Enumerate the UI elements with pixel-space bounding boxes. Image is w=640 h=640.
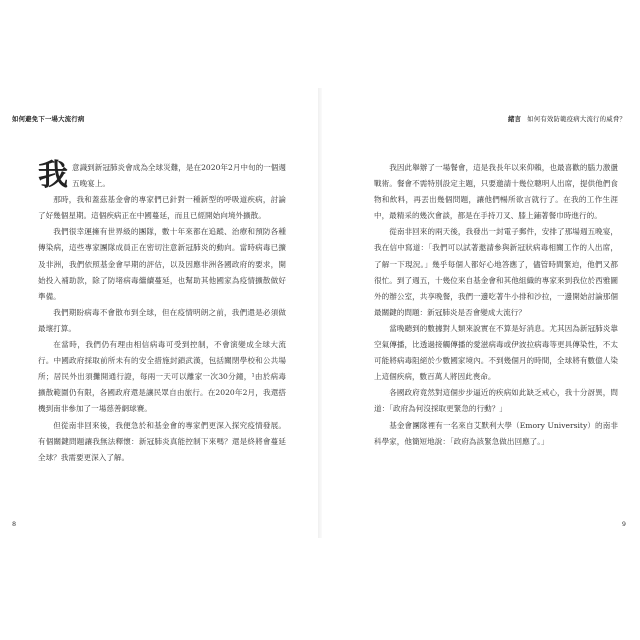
drop-cap: 我 [38, 158, 68, 193]
running-head-label: 緒言 [507, 115, 522, 123]
paragraph: 我因此舉辦了一場餐會，這是我長年以來仰賴，也最喜歡的腦力激盪戰術。餐會不需特別設定主題，只要邀請十幾位聰明人出席，提供他們食物和飲料，再丟出幾個問題，讓他們暢所欲言就行了。在我的工作生涯中，最精采的幾次會談，都是在手持刀叉、膝上鋪著餐巾時進行的。 [374, 163, 618, 221]
left-body-text [38, 160, 286, 466]
left-page [0, 88, 318, 538]
running-head-title: 如何有效防範疫病大流行的威脅？ [527, 115, 626, 123]
paragraph: 那時，我和蓋茲基金會的專家們已針對一種新型的呼吸道疾病，討論了好幾個星期。這個疾病正在中國蔓延，而且已經開始向境外擴散。 [38, 195, 286, 221]
paragraph: 從南非回來的兩天後，我發出一封電子郵件，安排了那場週五晚宴，我在信中寫道：「我們可以試著邀請參與新冠狀病毒相關工作的人出席，了解一下現況。」幾乎每個人都好心地答應了，儘管時間緊迫，他們又都很忙。到了週五，十幾位來自基金會和其他組織的專家來到我位於西雅圖外的辦公室，共享晚餐，我們一邊吃著牛小排和沙拉，一邊開始討論那個最關鍵的問題：新冠肺炎是否會變成大流行？ [374, 227, 618, 317]
right-body-text [374, 160, 618, 450]
right-page [322, 88, 640, 538]
paragraph: 當晚聽到的數據對人類來說實在不算是好消息。尤其因為新冠肺炎靠空氣傳播，比透過接觸傳播的愛滋病毒或伊波拉病毒等更具傳染性，不太可能將病毒阻絕於少數國家境內。不到幾個月的時間，全球將有數億人染上這個疾病，數百萬人將因此喪命。 [374, 323, 618, 382]
running-head-right [508, 114, 626, 123]
paragraph: 我們期盼病毒不會散布到全球，但在疫情明朗之前，我們還是必須做最壞打算。 [38, 307, 286, 333]
running-head-left: 如何避免下一場大流行病 [12, 115, 85, 123]
paragraph [38, 160, 286, 192]
paragraph: 在當時，我們仍有理由相信病毒可受到控制，不會演變成全球大流行。中國政府採取前所未有的安全措施封鎖武漢，包括關閉學校和公共場所；居民外出須攤開通行證，每兩一天可以離家一次30分鐘，¹由於病毒擴散範圍仍有限，各國政府還是讓民眾自由旅行。在2020年2月，我還搭機到南非參加了一場慈善網球賽。 [38, 340, 286, 414]
paragraph: 我們很幸運擁有世界級的團隊，數十年來都在追蹤、治療和預防各種傳染病，這些專家團隊成員正在密切注意新冠肺炎的動向。當時病毒已擴及非洲，我們依照基金會早期的評估，以及因應非洲各國政府的要求，開始投入補助款，除了防堵病毒繼續蔓延，也幫助其他國家為疫情擴散做好準備。 [38, 227, 286, 301]
page-number-right: 9 [621, 520, 626, 528]
paragraph: 基金會團隊裡有一名來自艾默利大學（Emory University）的南非科學家，他簡短地說：「政府為該緊急做出回應了。」 [374, 420, 618, 446]
page-number-left: 8 [12, 520, 17, 528]
paragraph-text: 意識到新冠肺炎會成為全球災難，是在2020年2月中旬的一個週五晚宴上。 [72, 163, 286, 189]
paragraph: 但從南非回來後，我便急於和基金會的專家們更深入探究疫情發展。有個關鍵問題讓我無法釋懷：新冠肺炎真能控制下來嗎？還是終將會蔓延全球？我需要更深入了解。 [38, 420, 286, 462]
paragraph: 各國政府竟然對這個步步逼近的疾病如此缺乏戒心，我十分訝異，問道：「政府為何沒採取更緊急的行動？」 [374, 388, 618, 414]
